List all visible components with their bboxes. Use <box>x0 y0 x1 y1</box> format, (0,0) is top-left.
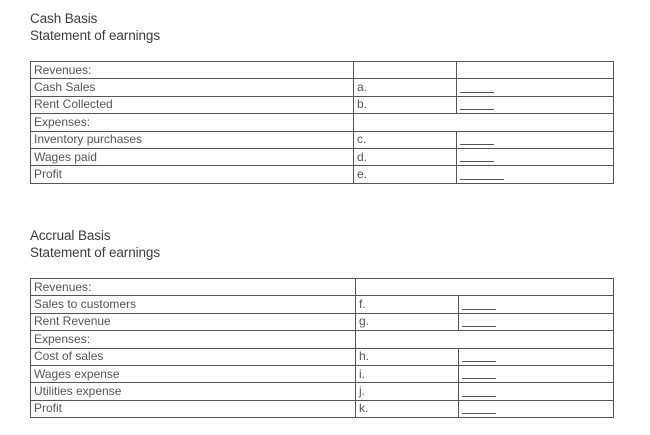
cash-basis-title <box>30 10 160 44</box>
answer-blank-line[interactable] <box>462 396 496 397</box>
answer-cell-k[interactable] <box>356 400 459 417</box>
answer-letter: d. <box>357 149 368 164</box>
answer-cell-c[interactable] <box>354 131 457 148</box>
cost-of-sales-label: Cost of sales <box>34 349 104 364</box>
table-row <box>31 296 614 313</box>
table-row <box>31 79 614 96</box>
total-cell[interactable] <box>459 296 614 313</box>
answer-letter: k. <box>359 401 369 416</box>
table-row <box>31 148 614 165</box>
table-row <box>31 62 614 79</box>
answer-letter: e. <box>357 167 368 182</box>
total-cell[interactable] <box>457 62 614 79</box>
row-label <box>31 131 354 148</box>
row-label <box>31 279 356 296</box>
cash-basis-table <box>30 61 614 184</box>
rent-revenue-label: Rent Revenue <box>34 314 111 329</box>
total-cell[interactable] <box>459 383 614 400</box>
empty-cell <box>354 114 614 131</box>
cash-sales-label: Cash Sales <box>34 80 96 95</box>
total-cell[interactable] <box>457 148 614 165</box>
table-row <box>31 131 614 148</box>
profit-label: Profit <box>34 167 63 182</box>
table-row <box>31 96 614 113</box>
answer-blank-line[interactable] <box>460 144 494 145</box>
answer-letter: g. <box>359 314 370 329</box>
table-row <box>31 331 614 348</box>
total-cell[interactable] <box>457 166 614 183</box>
row-label <box>31 348 356 365</box>
answer-blank-line[interactable] <box>460 109 494 110</box>
answer-cell-g[interactable] <box>356 313 459 330</box>
answer-cell-j[interactable] <box>356 383 459 400</box>
revenues-label: Revenues: <box>34 279 92 294</box>
row-label <box>31 96 354 113</box>
accrual-basis-table <box>30 278 614 418</box>
table-row <box>31 365 614 382</box>
table-row <box>31 313 614 330</box>
answer-letter: i. <box>359 366 365 381</box>
utilities-expense-label: Utilities expense <box>34 384 122 399</box>
row-label <box>31 148 354 165</box>
answer-blank-line[interactable] <box>460 161 494 162</box>
answer-blank-line[interactable] <box>462 378 496 379</box>
row-label <box>31 296 356 313</box>
table-row <box>31 383 614 400</box>
row-label <box>31 331 356 348</box>
total-cell[interactable] <box>459 365 614 382</box>
revenues-label: Revenues: <box>34 62 92 77</box>
row-label <box>31 166 354 183</box>
sales-to-customers-label: Sales to customers <box>34 297 137 312</box>
expenses-label: Expenses: <box>34 331 91 346</box>
answer-cell-d[interactable] <box>354 148 457 165</box>
answer-cell-f[interactable] <box>356 296 459 313</box>
answer-letter: a. <box>357 80 368 95</box>
answer-cell-a[interactable] <box>354 79 457 96</box>
answer-letter: j. <box>359 384 365 399</box>
cash-basis-heading: Cash Basis <box>30 11 98 26</box>
answer-blank-line[interactable] <box>462 361 496 362</box>
inventory-purchases-label: Inventory purchases <box>34 132 143 147</box>
table-row <box>31 114 614 131</box>
profit-label: Profit <box>34 401 63 416</box>
accrual-basis-heading: Accrual Basis <box>30 228 111 243</box>
empty-cell <box>356 331 614 348</box>
row-label <box>31 383 356 400</box>
rent-collected-label: Rent Collected <box>34 97 113 112</box>
table-row <box>31 400 614 417</box>
answer-blank-line[interactable] <box>462 326 496 327</box>
cash-statement-heading: Statement of earnings <box>30 28 160 43</box>
row-label <box>31 62 354 79</box>
table-row <box>31 166 614 183</box>
answer-cell-b[interactable] <box>354 96 457 113</box>
accrual-basis-title <box>30 227 160 261</box>
total-cell[interactable] <box>459 313 614 330</box>
accrual-statement-heading: Statement of earnings <box>30 245 160 260</box>
answer-cell-i[interactable] <box>356 365 459 382</box>
answer-letter: b. <box>357 97 368 112</box>
row-label <box>31 313 356 330</box>
answer-blank-line[interactable] <box>460 179 504 180</box>
answer-cell-e[interactable] <box>354 166 457 183</box>
total-cell[interactable] <box>459 400 614 417</box>
answer-cell-h[interactable] <box>356 348 459 365</box>
wages-paid-label: Wages paid <box>34 149 97 164</box>
answer-blank-line[interactable] <box>460 92 494 93</box>
row-label <box>31 365 356 382</box>
table-row <box>31 279 614 296</box>
row-label <box>31 114 354 131</box>
total-cell[interactable] <box>457 96 614 113</box>
amount-cell[interactable] <box>354 62 457 79</box>
answer-blank-line[interactable] <box>462 413 496 414</box>
answer-letter: f. <box>359 297 366 312</box>
wages-expense-label: Wages expense <box>34 366 120 381</box>
total-cell[interactable] <box>457 79 614 96</box>
empty-cell <box>356 279 614 296</box>
answer-letter: c. <box>357 132 367 147</box>
total-cell[interactable] <box>459 348 614 365</box>
row-label <box>31 79 354 96</box>
row-label <box>31 400 356 417</box>
answer-blank-line[interactable] <box>462 309 496 310</box>
answer-letter: h. <box>359 349 370 364</box>
total-cell[interactable] <box>457 131 614 148</box>
table-row <box>31 348 614 365</box>
expenses-label: Expenses: <box>34 114 91 129</box>
